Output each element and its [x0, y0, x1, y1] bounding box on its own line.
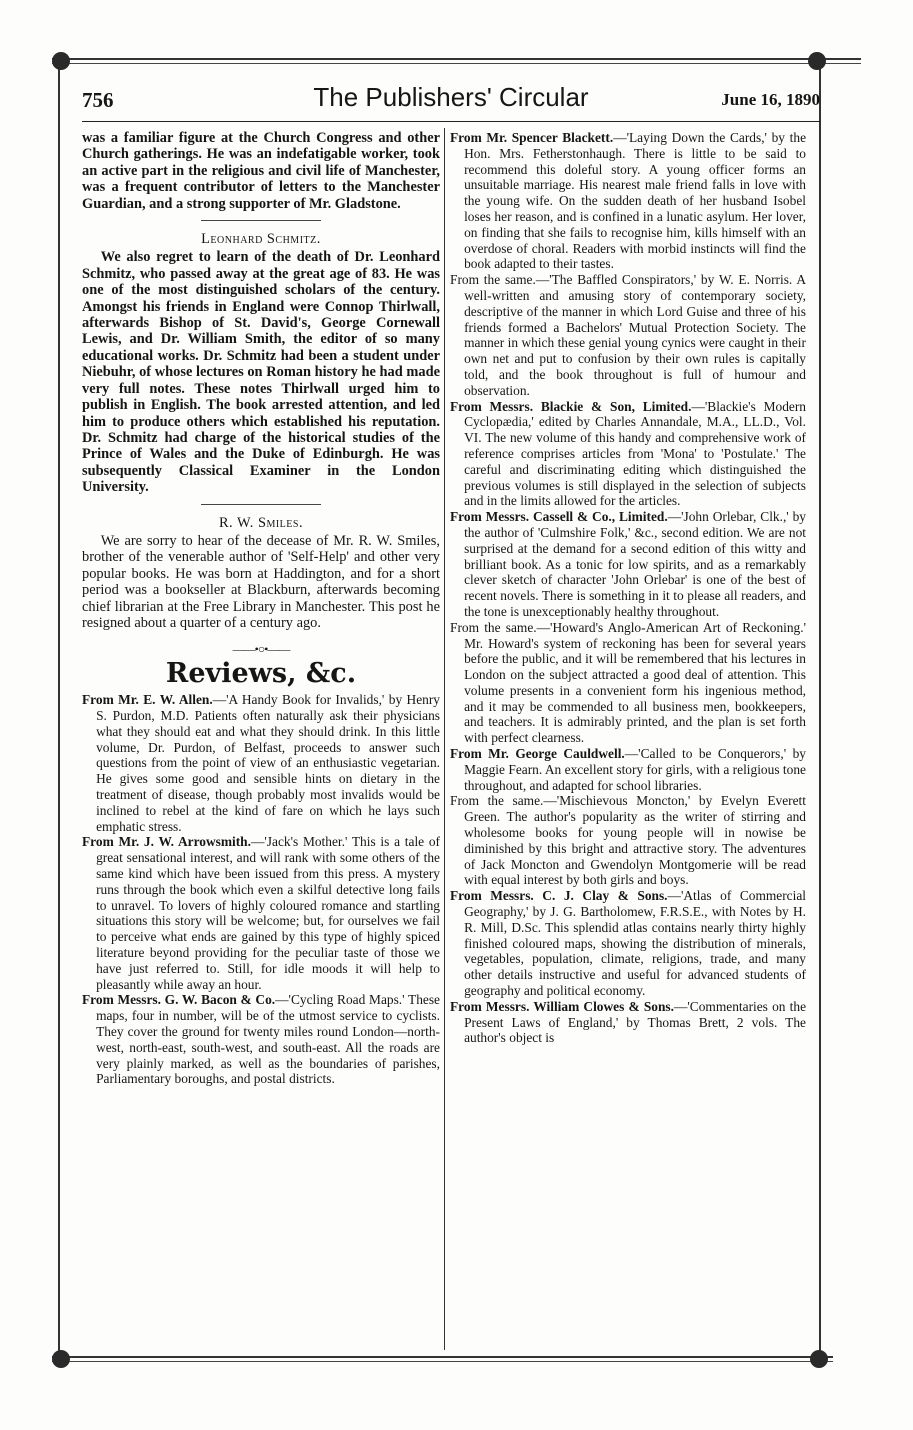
right-border-rule — [819, 60, 821, 1360]
section-rule — [201, 220, 321, 221]
corner-ornament-icon — [52, 52, 70, 70]
obituary-heading-schmitz: Leonhard Schmitz. — [201, 231, 321, 248]
review-item — [450, 746, 806, 793]
page-number: 756 — [82, 88, 114, 112]
corner-ornament-icon — [808, 52, 826, 70]
review-item — [82, 692, 440, 834]
right-column — [450, 130, 806, 1046]
review-sender: From Messrs. C. J. Clay & Sons. — [450, 888, 668, 904]
review-item — [450, 793, 806, 888]
review-sender: From Messrs. G. W. Bacon & Co. — [82, 992, 276, 1008]
review-sender: From Messrs. Cassell & Co., Limited. — [450, 509, 668, 525]
review-text: —'The Baffled Conspirators,' by W. E. Norris. A well-written and amusing story of contemporary society, descriptive of the manner in which Lord Guise and three of his friends formed a Bachelors' Mutual Protection Society. The manner in which these genial young cynics were caught in their own net and put to confusion by their own rules is capitally told, and the book throughout is full of humour and observation. — [464, 272, 807, 398]
review-sender: From Mr. E. W. Allen. — [82, 692, 213, 708]
review-sender: From the same. — [450, 793, 544, 809]
left-column — [82, 130, 440, 1087]
review-text: —'Mischievous Moncton,' by Evelyn Everett Green. The author's popularity as the writer of stirring and wholesome books for young people will in nowise be diminished by this bright and attractive story. The adventures of Jack Moncton and Gwendolyn Montgomerie will be read with equal interest by both girls and boys. — [464, 793, 807, 888]
review-text: —'Cycling Road Maps.' These maps, four in number, will be of the utmost service to cyclists. They cover the ground for twenty miles round London—north-west, north-east, south-west, and south-east. All the roads are very plainly marked, as well as the boundaries of parishes, Parliamentary boroughs, and postal districts. — [96, 992, 441, 1087]
review-sender: From Messrs. Blackie & Son, Limited. — [450, 398, 692, 414]
top-border-rule-inner — [52, 63, 861, 64]
review-text: —'Jack's Mother.' This is a tale of great sensational interest, and will rank with some others of the same kind which have been issued from this press. A mystery runs through the book which even a skilful detective long fails to unravel. To lovers of highly coloured romance and startling situations this story will be welcome; but, for ourselves we fail to perceive what ends are gained by this type of highly spiced literature beyond providing for the peculiar taste of those we have just referred to. Still, for idle moods it will help to pleasantly while away an hour. — [96, 834, 440, 992]
review-item — [450, 509, 806, 620]
bottom-border-rule — [52, 1356, 833, 1358]
review-item — [450, 272, 806, 398]
review-text: —'A Handy Book for Invalids,' by Henry S. Purdon, M.D. Patients often naturally ask their physicians what they should eat and what they should drink. In this little volume, Dr. Purdon, of Belfast, proceeds to answer such questions from the point of view of an enthusiastic vegetarian. He gives some good and sensible hints on dietary in the treatment of disease, though probably most invalids would be inclined to rebel at the kind of fare on which he lays such emphatic stress. — [96, 692, 441, 834]
review-text: —'Blackie's Modern Cyclopædia,' edited by Charles Annandale, M.A., LL.D., Vol. VI. The new volume of this handy and comprehensive work of reference comprises articles from 'Mona' to 'Postulate.' The careful and discriminating editing which distinguished the previous volumes is still displayed in the selection of subjects and in the limits allowed for the articles. — [464, 398, 806, 509]
ornament-divider: ——•○•—— — [232, 642, 290, 657]
review-text: —'Commentaries on the Present Laws of England,' by Thomas Brett, 2 vols. The author's object is — [464, 998, 807, 1046]
review-item — [82, 834, 440, 992]
review-sender: From Mr. J. W. Arrowsmith. — [82, 834, 251, 850]
obituary-schmitz-paragraph: We also regret to learn of the death of Dr. Leonhard Schmitz, who passed away at the great age of 83. He was one of the most distinguished scholars of the century. Amongst his friends in England were Connop Thirlwall, afterwards Bishop of St. David's, George Cornewall Lewis, and Dr. William Smith, the editor of so many educational works. Dr. Schmitz had been a student under Niebuhr, of whose lectures on Roman history he had made very full notes. These notes Thirlwall urged him to publish in English. The book arrested attention, and led him to produce others which established his reputation. Dr. Schmitz had charge of the historical studies of the Prince of Wales and the Duke of Edinburgh. He was subsequently Classical Examiner in the London University. — [82, 249, 440, 496]
obituary-heading-smiles: R. W. Smiles. — [218, 514, 304, 531]
review-item — [82, 992, 440, 1087]
corner-ornament-icon — [52, 1350, 70, 1368]
top-border-rule — [52, 58, 861, 60]
review-sender: From the same. — [450, 272, 536, 288]
review-text: —'Called to be Conquerors,' by Maggie Fearn. An excellent story for girls, with a religious tone throughout, and adapted for school libraries. — [464, 746, 806, 793]
review-sender: From Mr. Spencer Blackett. — [450, 130, 614, 145]
review-item — [450, 399, 806, 510]
reviews-heading: Reviews, &c. — [165, 657, 357, 689]
review-text: —'Howard's Anglo-American Art of Reckoning.' Mr. Howard's system of reckoning has been for several years before the public, and it will be remembered that his lectures in London on the subject attracted a good deal of attention. This volume presents in a convenient form his ingenious method, and it may be commended to all business men, bookkeepers, and teachers. It is admirably printed, and the plan is set forth with perfect clearness. — [464, 619, 807, 746]
review-sender: From Messrs. William Clowes & Sons. — [450, 998, 674, 1014]
section-rule — [201, 504, 321, 505]
bottom-border-rule-inner — [52, 1361, 833, 1362]
review-item — [450, 130, 806, 272]
page-title: The Publishers' Circular — [313, 82, 589, 112]
obituary-smiles-paragraph: We are sorry to hear of the decease of Mr. R. W. Smiles, brother of the venerable author of 'Self-Help' and other very popular books. He was born at Haddington, and for a short period was a bookseller at Blackburn, afterwards becoming chief librarian at the Free Library in Manchester. This post he resigned about a quarter of a century ago. — [82, 532, 440, 631]
issue-date: June 16, 1890 — [721, 90, 820, 109]
page-header — [82, 82, 820, 116]
column-divider — [444, 128, 445, 1350]
corner-ornament-icon — [810, 1350, 828, 1368]
obituary-continued-paragraph: was a familiar figure at the Church Congress and other Church gatherings. He was an indefatigable worker, took an active part in the religious and civil life of Manchester, was a frequent contributor of letters to the Manchester Guardian, and a strong supporter of Mr. Gladstone. — [82, 130, 440, 212]
review-item — [450, 999, 806, 1046]
review-item — [450, 620, 806, 746]
header-rule — [82, 121, 820, 122]
review-sender: From the same. — [450, 619, 537, 635]
review-item — [450, 888, 806, 999]
review-text: —'Laying Down the Cards,' by the Hon. Mrs. Fetherstonhaugh. There is little to be said to recommend this doleful story. A young officer forms an unsuitable marriage. His nearest male friend falls in love with the young wife. On the sudden death of her husband Isobel loses her reason, and is confined in a lunatic asylum. Her lover, on finding that she fails to recognise him, kills himself with an overdose of choral. Readers with morbid instincts will find the book adapted to their tastes. — [464, 130, 807, 272]
review-text: —'Atlas of Commercial Geography,' by J. G. Bartholomew, F.R.S.E., with Notes by H. R. Mill, D.Sc. This splendid atlas contains nearly thirty highly finished coloured maps, showing the distribution of minerals, vegetables, population, climate, religions, trade, and many other details instructive and useful for advanced students of geography and political economy. — [464, 888, 807, 999]
review-sender: From Mr. George Cauldwell. — [450, 746, 625, 762]
review-text: —'John Orlebar, Clk.,' by the author of 'Culmshire Folk,' &c., second edition. We are not surprised at the demand for a second edition of this witty and brilliant book. As a tonic for low spirits, and as a remarkably clever sketch of character 'John Orlebar' is one of the best of recent novels. There is something in it to please all readers, and the tone is unexceptionably healthy throughout. — [464, 509, 806, 619]
left-border-rule — [58, 60, 60, 1360]
